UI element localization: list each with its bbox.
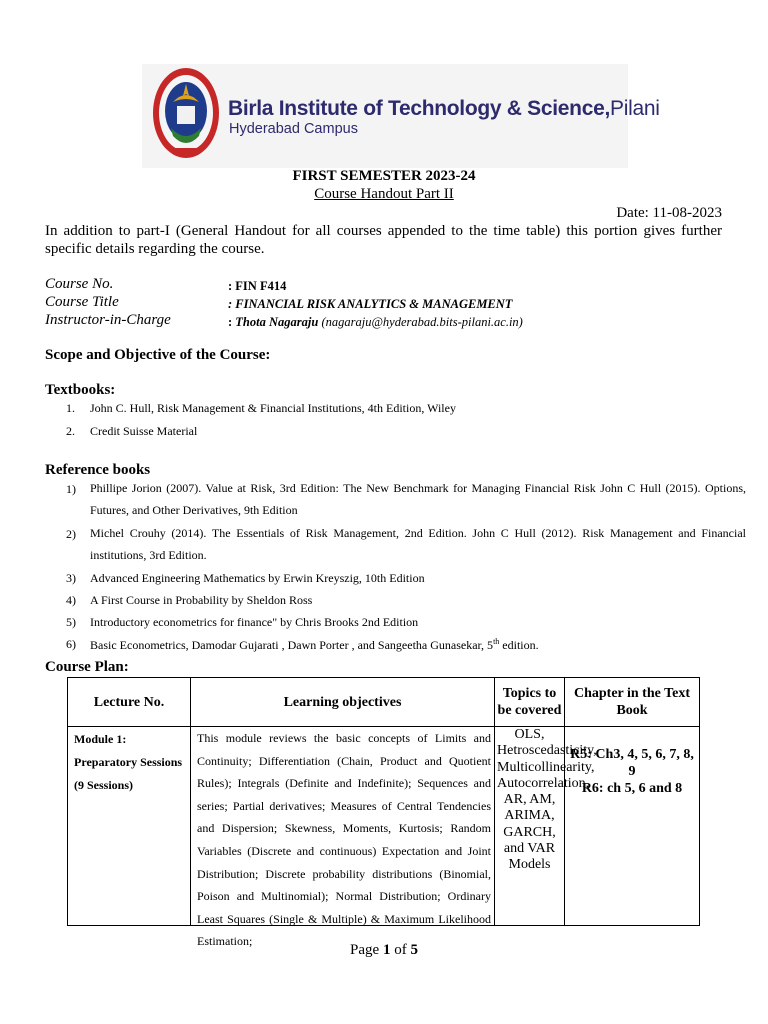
module-1-topics: OLS, Hetroscedasticity, Multicollinearity, Autocorrelation, AR, AM, ARIMA, GARCH, and VAR Models (494, 726, 565, 926)
campus-name: Hyderabad Campus (229, 121, 358, 137)
textbook-item: Credit Suisse Material (90, 424, 198, 438)
col-header-chapter: Chapter in the Text Book (564, 677, 700, 727)
course-plan-heading: Course Plan: (45, 659, 129, 675)
textbook-number: 2. (66, 424, 75, 438)
module-1-objectives: This module reviews the basic concepts of Limits and Continuity; Differentiation (Chain, Product and Quotient Rules); Integrals (Definite and Indefinite); Sequences and series; Partial derivatives; Measures of Central Tendencies and Dispersion; Skewness, Moments, Kurtosis; Random Variables (Discrete and continuous) Expectation and Joint Distribution; Discrete probability distributions (Binomial, Poison and Multinomial); Normal Distribution; Ordinary Least Squares (Single & Multiple) & Maximum Likelihood Estimation; (190, 726, 495, 926)
chapter-r6: R6: ch 5, 6 and 8 (581, 781, 683, 796)
reference-item: Introductory econometrics for finance" by Chris Brooks 2nd Edition (90, 615, 419, 629)
institute-seal-logo (151, 66, 221, 164)
textbooks-heading: Textbooks: (45, 382, 116, 398)
textbook-item: John C. Hull, Risk Management & Financial Institutions, 4th Edition, Wiley (90, 401, 456, 415)
course-title-value: : FINANCIAL RISK ANALYTICS & MANAGEMENT (228, 297, 513, 311)
chapter-r5: R5: Ch3, 4, 5, 6, 7, 8, 9 (570, 747, 694, 779)
reference-number: 4) (66, 593, 76, 607)
reference-number: 1) (66, 482, 76, 496)
intro-paragraph: In addition to part-I (General Handout for all courses appended to the time table) this portion gives further specific details regarding the course. (45, 223, 722, 257)
semester-title: FIRST SEMESTER 2023-24 (292, 168, 476, 184)
institute-name: Birla Institute of Technology & Science,Pilani (228, 97, 660, 120)
course-no-label: Course No. (45, 276, 114, 292)
instructor-label: Instructor-in-Charge (45, 312, 171, 328)
reference-item: Advanced Engineering Mathematics by Erwin Kreyszig, 10th Edition (90, 571, 425, 585)
page-number-footer: Page 1 of 5 (350, 942, 418, 958)
reference-item: Basic Econometrics, Damodar Gujarati , Dawn Porter , and Sangeetha Gunasekar, 5th edition. (90, 637, 539, 652)
reference-heading: Reference books (45, 462, 151, 478)
instructor-value: : Thota Nagaraju (nagaraju@hyderabad.bits-pilani.ac.in) (228, 315, 523, 329)
scope-heading: Scope and Objective of the Course: (45, 347, 271, 363)
col-header-topics: Topics to be covered (494, 677, 565, 727)
module-1-lecture: Module 1: Preparatory Sessions (9 Sessions) (67, 726, 191, 926)
reference-number: 3) (66, 571, 76, 585)
course-no-value: : FIN F414 (228, 279, 287, 293)
reference-item: Phillipe Jorion (2007). Value at Risk, 3rd Edition: The New Benchmark for Managing Financial Risk John C Hull (2015). Options, Futures, and Other Derivatives, 9th Edition (90, 481, 746, 517)
col-header-lecture: Lecture No. (67, 677, 191, 727)
reference-number: 6) (66, 637, 76, 651)
col-header-objectives: Learning objectives (190, 677, 495, 727)
reference-item: A First Course in Probability by Sheldon Ross (90, 593, 313, 607)
reference-item: Michel Crouhy (2014). The Essentials of Risk Management, 2nd Edition. John C Hull (2012). Risk Management and Financial institutions, 3rd Edition. (90, 526, 746, 562)
handout-date: Date: 11-08-2023 (616, 205, 722, 221)
module-1-chapters (564, 726, 700, 926)
reference-number: 5) (66, 615, 76, 629)
textbook-number: 1. (66, 401, 75, 415)
handout-subtitle: Course Handout Part II (314, 186, 454, 202)
reference-number: 2) (66, 527, 76, 541)
course-title-label: Course Title (45, 294, 119, 310)
course-plan-table (67, 677, 700, 949)
